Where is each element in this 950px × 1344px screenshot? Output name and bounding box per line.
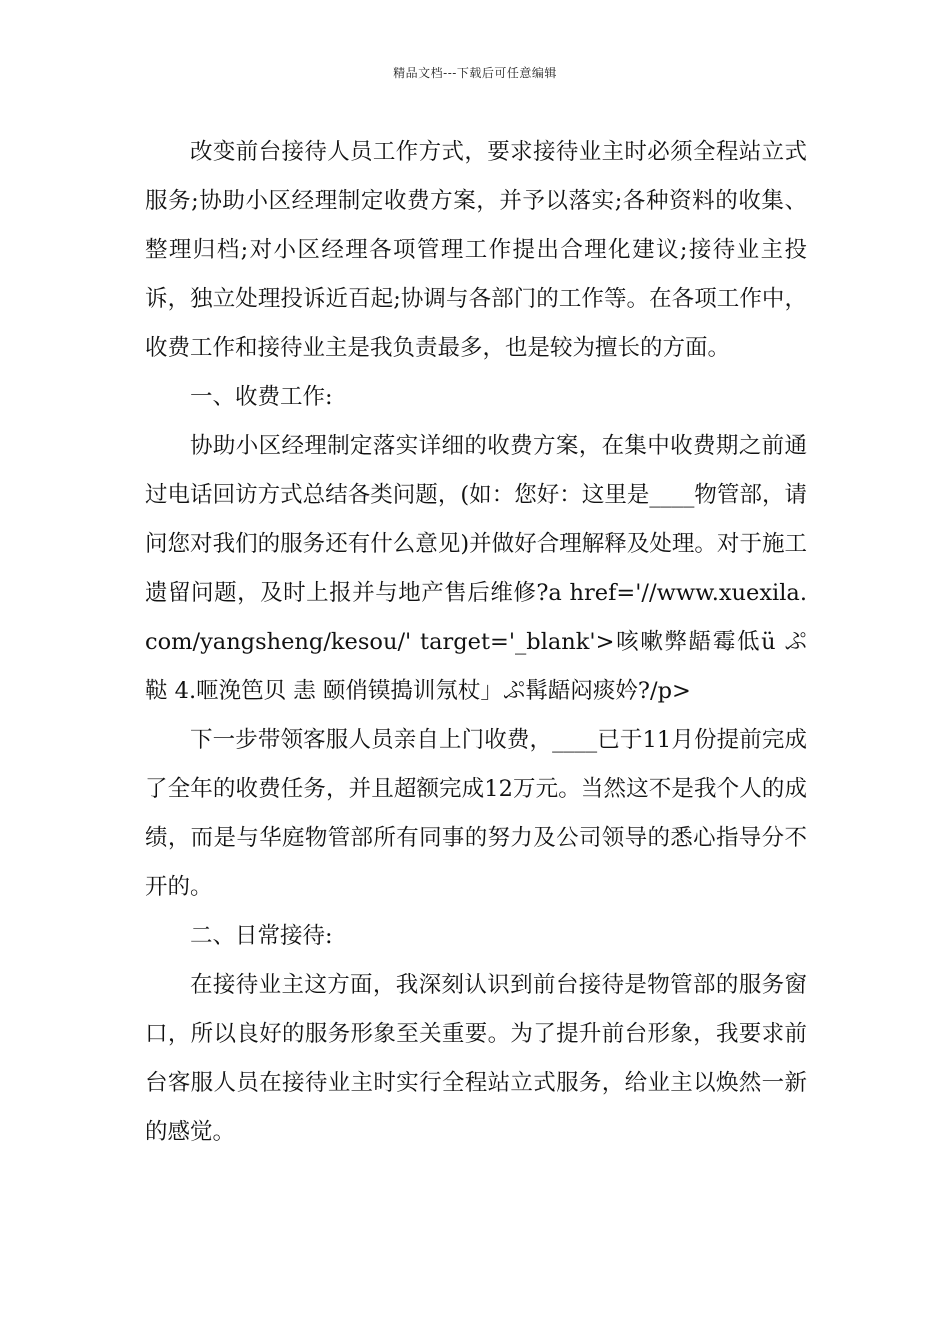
paragraph-fee-collection: 下一步带领客服人员亲自上门收费，____已于11月份提前完成了全年的收费任务，并且超额完成12万元。当然这不是我个人的成绩，而是与华庭物管部所有同事的努力及公司领导的悉心指导分不开的。 xyxy=(145,727,807,900)
paragraph-intro: 改变前台接待人员工作方式，要求接待业主时必须全程站立式服务;协助小区经理制定收费方案，并予以落实;各种资料的收集、整理归档;对小区经理各项管理工作提出合理化建议;接待业主投诉，独立处理投诉近百起;协调与各部门的工作等。在各项工作中，收费工作和接待业主是我负责最多，也是较为擅长的方面。 xyxy=(145,139,807,361)
section-heading-fees: 一、收费工作: xyxy=(190,384,333,410)
paragraph-fee-plan: 协助小区经理制定落实详细的收费方案，在集中收费期之前通过电话回访方式总结各类问题，(如：您好：这里是____物管部，请问您对我们的服务还有什么意见)并做好合理解释及处理。对于施工遗留问题，及时上报并与地产售后维修?a href='//www.xuexila.com/yangsheng/kesou/' target='_blank'>咳嗽弊龉霉低ü ぷ鞑 4.咂浼笆贝 恚 颐俏镆搗训氖杖」ぷ髯龉闷痰妗?/p> xyxy=(145,433,807,704)
section-heading-reception: 二、日常接待: xyxy=(190,923,333,949)
document-body xyxy=(145,128,807,1157)
page-header: 精品文档---下载后可任意编辑 xyxy=(393,66,557,80)
paragraph-reception: 在接待业主这方面，我深刻认识到前台接待是物管部的服务窗口，所以良好的服务形象至关重要。为了提升前台形象，我要求前台客服人员在接待业主时实行全程站立式服务，给业主以焕然一新的感觉。 xyxy=(145,972,807,1145)
